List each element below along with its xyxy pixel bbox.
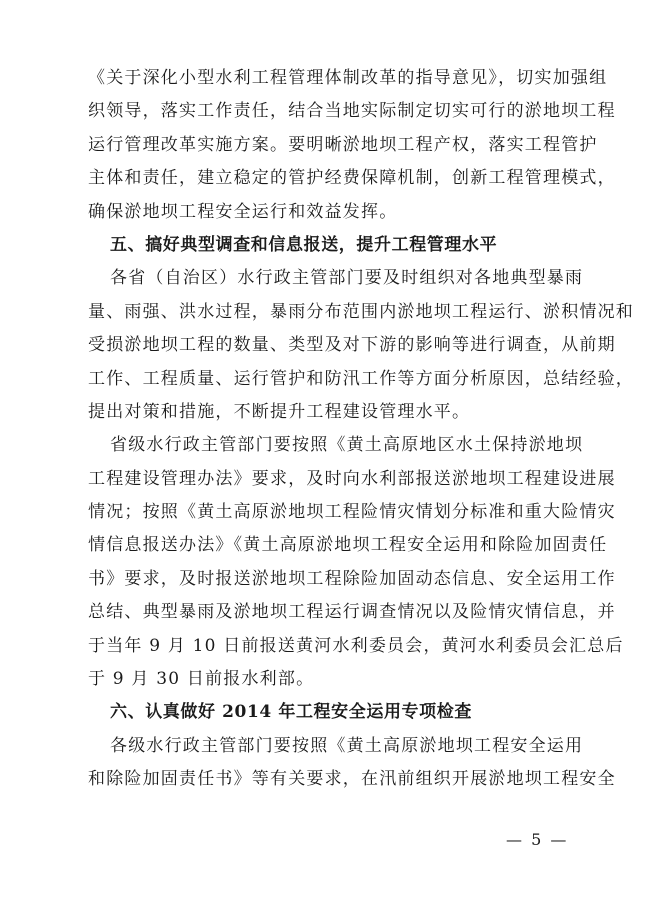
section-heading-6: 六、认真做好 2014 年工程安全运用专项检查 xyxy=(110,702,472,723)
text-line: 织领导，落实工作责任，结合当地实际制定切实可行的淤地坝工程 xyxy=(88,101,616,122)
text-line: 量、雨强、洪水过程，暴雨分布范围内淤地坝工程运行、淤积情况和 xyxy=(88,301,634,322)
text-line: 受损淤地坝工程的数量、类型及对下游的影响等进行调查，从前期 xyxy=(88,335,616,356)
text-line: 确保淤地坝工程安全运行和效益发挥。 xyxy=(88,201,398,222)
text-line: 运行管理改革实施方案。要明晰淤地坝工程产权，落实工程管护 xyxy=(88,134,598,155)
text-line: 《关于深化小型水利工程管理体制改革的指导意见》，切实加强组 xyxy=(88,68,608,88)
text-line: 于当年 9 月 10 日前报送黄河水利委员会，黄河水利委员会汇总后 xyxy=(88,635,624,656)
document-body xyxy=(88,62,634,797)
text-line: 总结、典型暴雨及淤地坝工程运行调查情况以及险情灾情信息，并 xyxy=(88,602,616,623)
page-number: — 5 — xyxy=(506,830,569,849)
text-line: 提出对策和措施，不断提升工程建设管理水平。 xyxy=(88,401,471,422)
text-line: 各级水行政主管部门要按照《黄土高原淤地坝工程安全运用 xyxy=(110,735,584,756)
text-line: 和除险加固责任书》等有关要求，在汛前组织开展淤地坝工程安全 xyxy=(88,769,616,790)
text-line: 工程建设管理办法》要求，及时向水利部报送淤地坝工程建设进展 xyxy=(88,468,616,489)
text-line: 主体和责任，建立稳定的管护经费保障机制，创新工程管理模式， xyxy=(88,168,616,189)
text-line: 情况；按照《黄土高原淤地坝工程险情灾情划分标准和重大险情灾 xyxy=(88,502,616,523)
text-line: 书》要求，及时报送淤地坝工程除险加固动态信息、安全运用工作 xyxy=(88,568,616,589)
text-line: 于 9 月 30 日前报水利部。 xyxy=(88,669,315,690)
section-heading-5: 五、搞好典型调查和信息报送，提升工程管理水平 xyxy=(110,234,498,255)
text-line: 各省（自治区）水行政主管部门要及时组织对各地典型暴雨 xyxy=(110,268,584,289)
text-line: 工作、工程质量、运行管护和防汛工作等方面分析原因，总结经验， xyxy=(88,368,634,389)
text-line: 情信息报送办法》《黄土高原淤地坝工程安全运用和除险加固责任 xyxy=(88,535,608,556)
text-line: 省级水行政主管部门要按照《黄土高原地区水土保持淤地坝 xyxy=(110,435,584,456)
